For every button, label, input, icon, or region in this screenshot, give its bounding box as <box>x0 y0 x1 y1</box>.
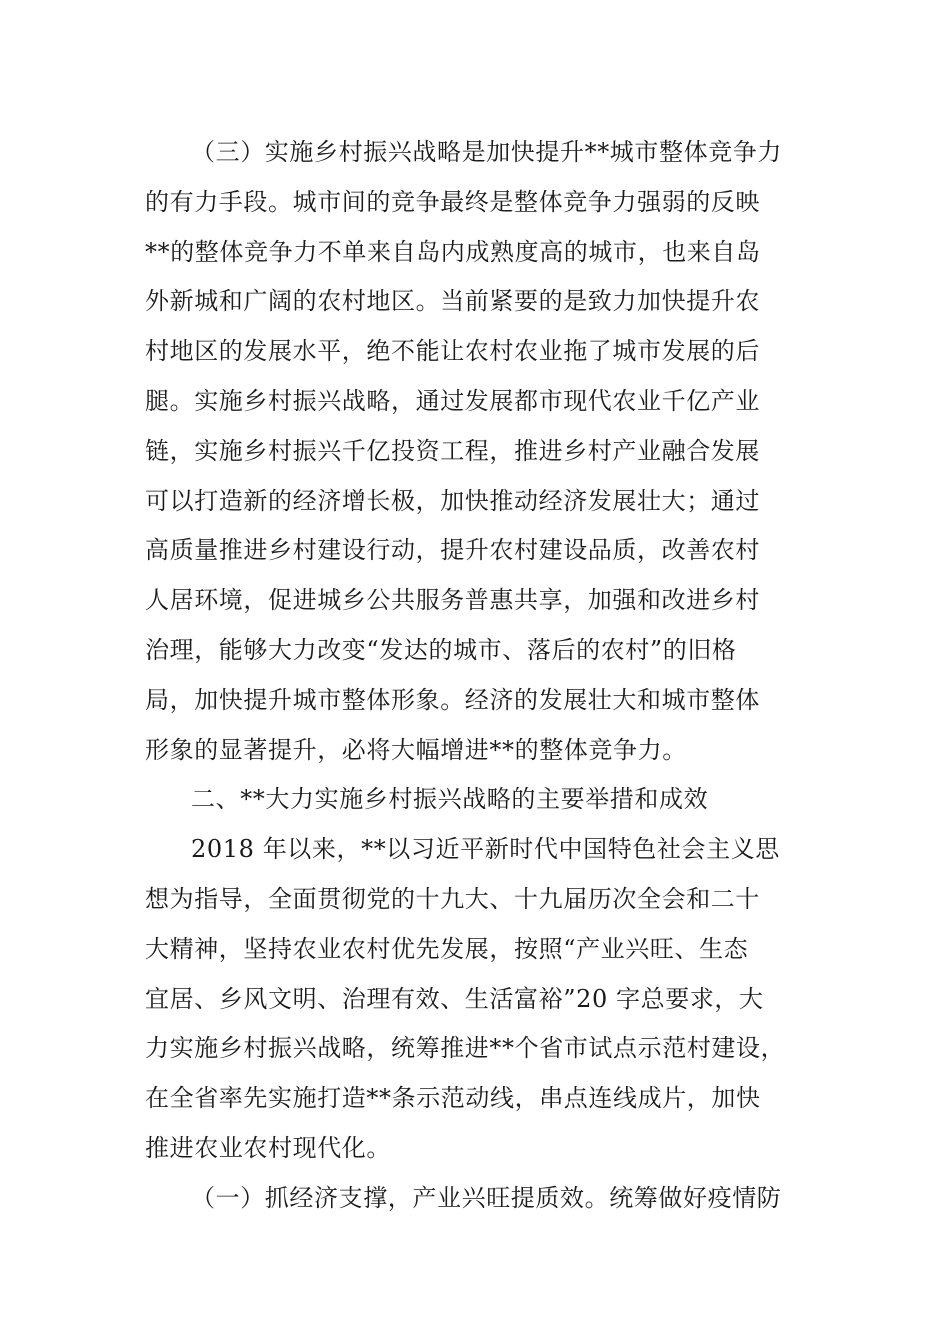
paragraph-line: 外新城和广阔的农村地区。当前紧要的是致力加快提升农 <box>145 287 760 316</box>
paragraph-line: （一）抓经济支撑，产业兴旺提质效。统筹做好疫情防 <box>191 1183 782 1212</box>
paragraph-line: 村地区的发展水平，绝不能让农村农业拖了城市发展的后 <box>145 337 760 366</box>
paragraph-line: 大精神，坚持农业农村优先发展，按照“产业兴旺、生态 <box>145 934 749 963</box>
paragraph-line: 宜居、乡风文明、治理有效、生活富裕”20 字总要求，大 <box>145 984 764 1013</box>
paragraph-line: （三）实施乡村振兴战略是加快提升**城市整体竞争力 <box>191 138 782 166</box>
paragraph-line: 可以打造新的经济增长极，加快推动经济发展壮大；通过 <box>145 486 760 515</box>
paragraph-line: 人居环境，促进城乡公共服务普惠共享，加强和改进乡村 <box>145 586 760 615</box>
paragraph-line: 推进农业农村现代化。 <box>145 1133 391 1162</box>
paragraph-line: 高质量推进乡村建设行动，提升农村建设品质，改善农村 <box>145 536 760 565</box>
paragraph-line: 在全省率先实施打造**条示范动线，串点连线成片，加快 <box>145 1084 761 1113</box>
section-heading: 二、**大力实施乡村振兴战略的主要举措和成效 <box>191 785 709 814</box>
document-body <box>145 128 810 1224</box>
paragraph-line: 的有力手段。城市间的竞争最终是整体竞争力强弱的反映 <box>145 187 760 216</box>
paragraph-line: 链，实施乡村振兴千亿投资工程，推进乡村产业融合发展 <box>145 436 760 465</box>
paragraph-line: 想为指导，全面贯彻党的十九大、十九届历次全会和二十 <box>145 884 760 913</box>
paragraph-line: 治理，能够大力改变“发达的城市、落后的农村”的旧格 <box>145 635 737 664</box>
paragraph-line: **的整体竞争力不单来自岛内成熟度高的城市，也来自岛 <box>145 237 761 266</box>
paragraph-line: 腿。实施乡村振兴战略，通过发展都市现代农业千亿产业 <box>145 386 760 415</box>
paragraph-line: 形象的显著提升，必将大幅增进**的整体竞争力。 <box>145 735 687 764</box>
paragraph-line: 2018 年以来，**以习近平新时代中国特色社会主义思 <box>191 835 780 864</box>
paragraph-line: 局，加快提升城市整体形象。经济的发展壮大和城市整体 <box>145 685 760 714</box>
paragraph-line: 力实施乡村振兴战略，统筹推进**个省市试点示范村建设， <box>145 1034 786 1063</box>
